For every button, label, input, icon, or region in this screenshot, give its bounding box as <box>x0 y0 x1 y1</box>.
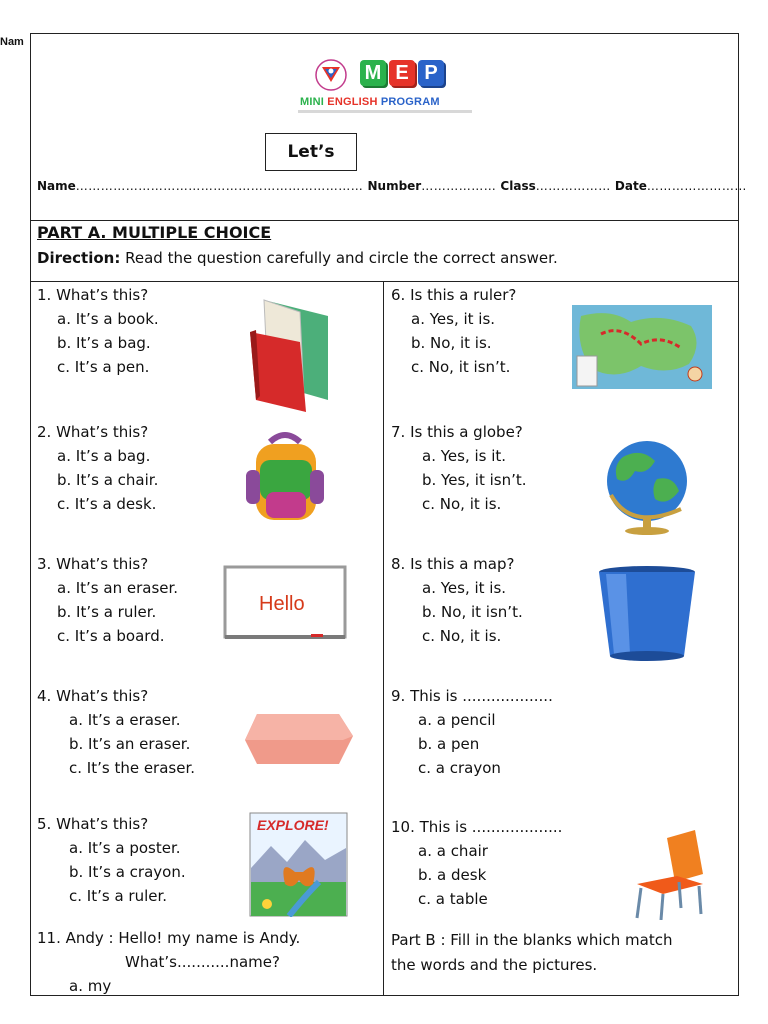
option-b: b. Yes, it isn’t. <box>422 471 527 489</box>
option-b: b. It’s a crayon. <box>69 863 186 881</box>
option-b: b. a desk <box>418 866 487 884</box>
option-c: c. a crayon <box>418 759 501 777</box>
direction-line <box>37 249 558 267</box>
option-a: a. It’s a eraser. <box>69 711 181 729</box>
logo-letter-e: E <box>389 60 415 86</box>
question-2 <box>37 420 158 516</box>
question-text: 1. What’s this? <box>37 286 149 304</box>
option-b: b. It’s a ruler. <box>57 603 157 621</box>
option-b: b. No, it isn’t. <box>422 603 523 621</box>
question-3 <box>37 552 178 648</box>
option-c: c. No, it isn’t. <box>411 358 511 376</box>
logo-word-mini: MINI <box>300 96 325 108</box>
option-c: c. It’s a pen. <box>57 358 150 376</box>
student-info-row <box>37 179 747 193</box>
part-b-instruction <box>391 928 672 978</box>
column-divider <box>383 281 384 996</box>
question-text: 7. Is this a globe? <box>391 423 523 441</box>
title-box: Let’s <box>265 133 357 171</box>
option-c: c. a table <box>418 890 488 908</box>
option-a: a. my <box>69 977 112 995</box>
corner-name-fragment: Nam <box>0 36 24 48</box>
direction-text: Read the question carefully and circle the correct answer. <box>120 249 558 267</box>
question-text: 4. What’s this? <box>37 687 149 705</box>
class-blank: ……………… <box>535 179 611 193</box>
option-c: c. No, it is. <box>422 495 502 513</box>
option-c: c. It’s the eraser. <box>69 759 196 777</box>
question-6 <box>391 283 516 379</box>
divider-header <box>30 220 739 221</box>
logo-word-english: ENGLISH <box>327 96 378 108</box>
logo-underline <box>298 110 472 113</box>
book-picture <box>244 296 336 414</box>
question-text: 2. What’s this? <box>37 423 149 441</box>
part-a-heading: PART A. MULTIPLE CHOICE <box>37 223 272 242</box>
question-1 <box>37 283 159 379</box>
name-blank: …………………………………………………………… <box>75 179 364 193</box>
question-5 <box>37 812 186 908</box>
globe-picture <box>601 435 696 535</box>
name-label: Name <box>37 179 76 193</box>
option-a: a. Yes, is it. <box>422 447 507 465</box>
option-c: c. No, it is. <box>422 627 502 645</box>
question-9 <box>391 684 553 780</box>
question-4 <box>37 684 195 780</box>
question-text: 11. Andy : Hello! my name is Andy. <box>37 929 301 947</box>
class-label: Class <box>500 179 536 193</box>
poster-text: EXPLORE! <box>257 817 329 833</box>
mep-logo <box>296 56 476 118</box>
question-text: 8. Is this a map? <box>391 555 515 573</box>
question-text: 3. What’s this? <box>37 555 149 573</box>
option-b: b. It’s a chair. <box>57 471 159 489</box>
board-text: Hello <box>259 593 305 615</box>
option-a: a. a chair <box>418 842 488 860</box>
eraser-picture <box>243 710 355 768</box>
option-c: c. It’s a desk. <box>57 495 157 513</box>
part-b-line1: Part B : Fill in the blanks which match <box>391 931 673 949</box>
option-a: a. It’s a poster. <box>69 839 181 857</box>
option-b: b. It’s an eraser. <box>69 735 191 753</box>
school-emblem-icon <box>314 58 348 92</box>
date-blank: …………………… <box>646 179 747 193</box>
option-a: a. It’s a book. <box>57 310 159 328</box>
option-a: a. It’s a bag. <box>57 447 151 465</box>
trash-bin-picture <box>596 564 698 662</box>
question-7 <box>391 420 527 516</box>
chair-picture <box>633 828 709 920</box>
direction-label: Direction: <box>37 249 121 267</box>
option-a: a. Yes, it is. <box>411 310 496 328</box>
question-text: 6. Is this a ruler? <box>391 286 517 304</box>
poster-picture <box>249 812 348 917</box>
question-8 <box>391 552 523 648</box>
question-10 <box>391 815 562 911</box>
question-text: 5. What’s this? <box>37 815 149 833</box>
logo-subtitle <box>300 96 440 108</box>
question-text-line2: What’s...........name? <box>125 953 280 971</box>
logo-word-program: PROGRAM <box>380 96 440 108</box>
option-a: a. Yes, it is. <box>422 579 507 597</box>
divider-parta <box>30 281 739 282</box>
logo-letter-p: P <box>418 60 444 86</box>
number-blank: ……………… <box>421 179 497 193</box>
option-a: a. It’s an eraser. <box>57 579 179 597</box>
option-c: c. It’s a board. <box>57 627 165 645</box>
backpack-picture <box>244 430 326 530</box>
question-11 <box>37 926 300 998</box>
logo-letter-m: M <box>360 60 386 86</box>
part-b-line2: the words and the pictures. <box>391 956 598 974</box>
option-c: c. It’s a ruler. <box>69 887 168 905</box>
whiteboard-picture <box>223 565 347 641</box>
question-text: 9. This is ................... <box>391 687 553 705</box>
option-a: a. a pencil <box>418 711 496 729</box>
option-b: b. It’s a bag. <box>57 334 151 352</box>
date-label: Date <box>614 179 647 193</box>
number-label: Number <box>367 179 422 193</box>
option-b: b. a pen <box>418 735 480 753</box>
option-b: b. No, it is. <box>411 334 492 352</box>
question-text: 10. This is ................... <box>391 818 563 836</box>
map-picture <box>571 304 713 390</box>
